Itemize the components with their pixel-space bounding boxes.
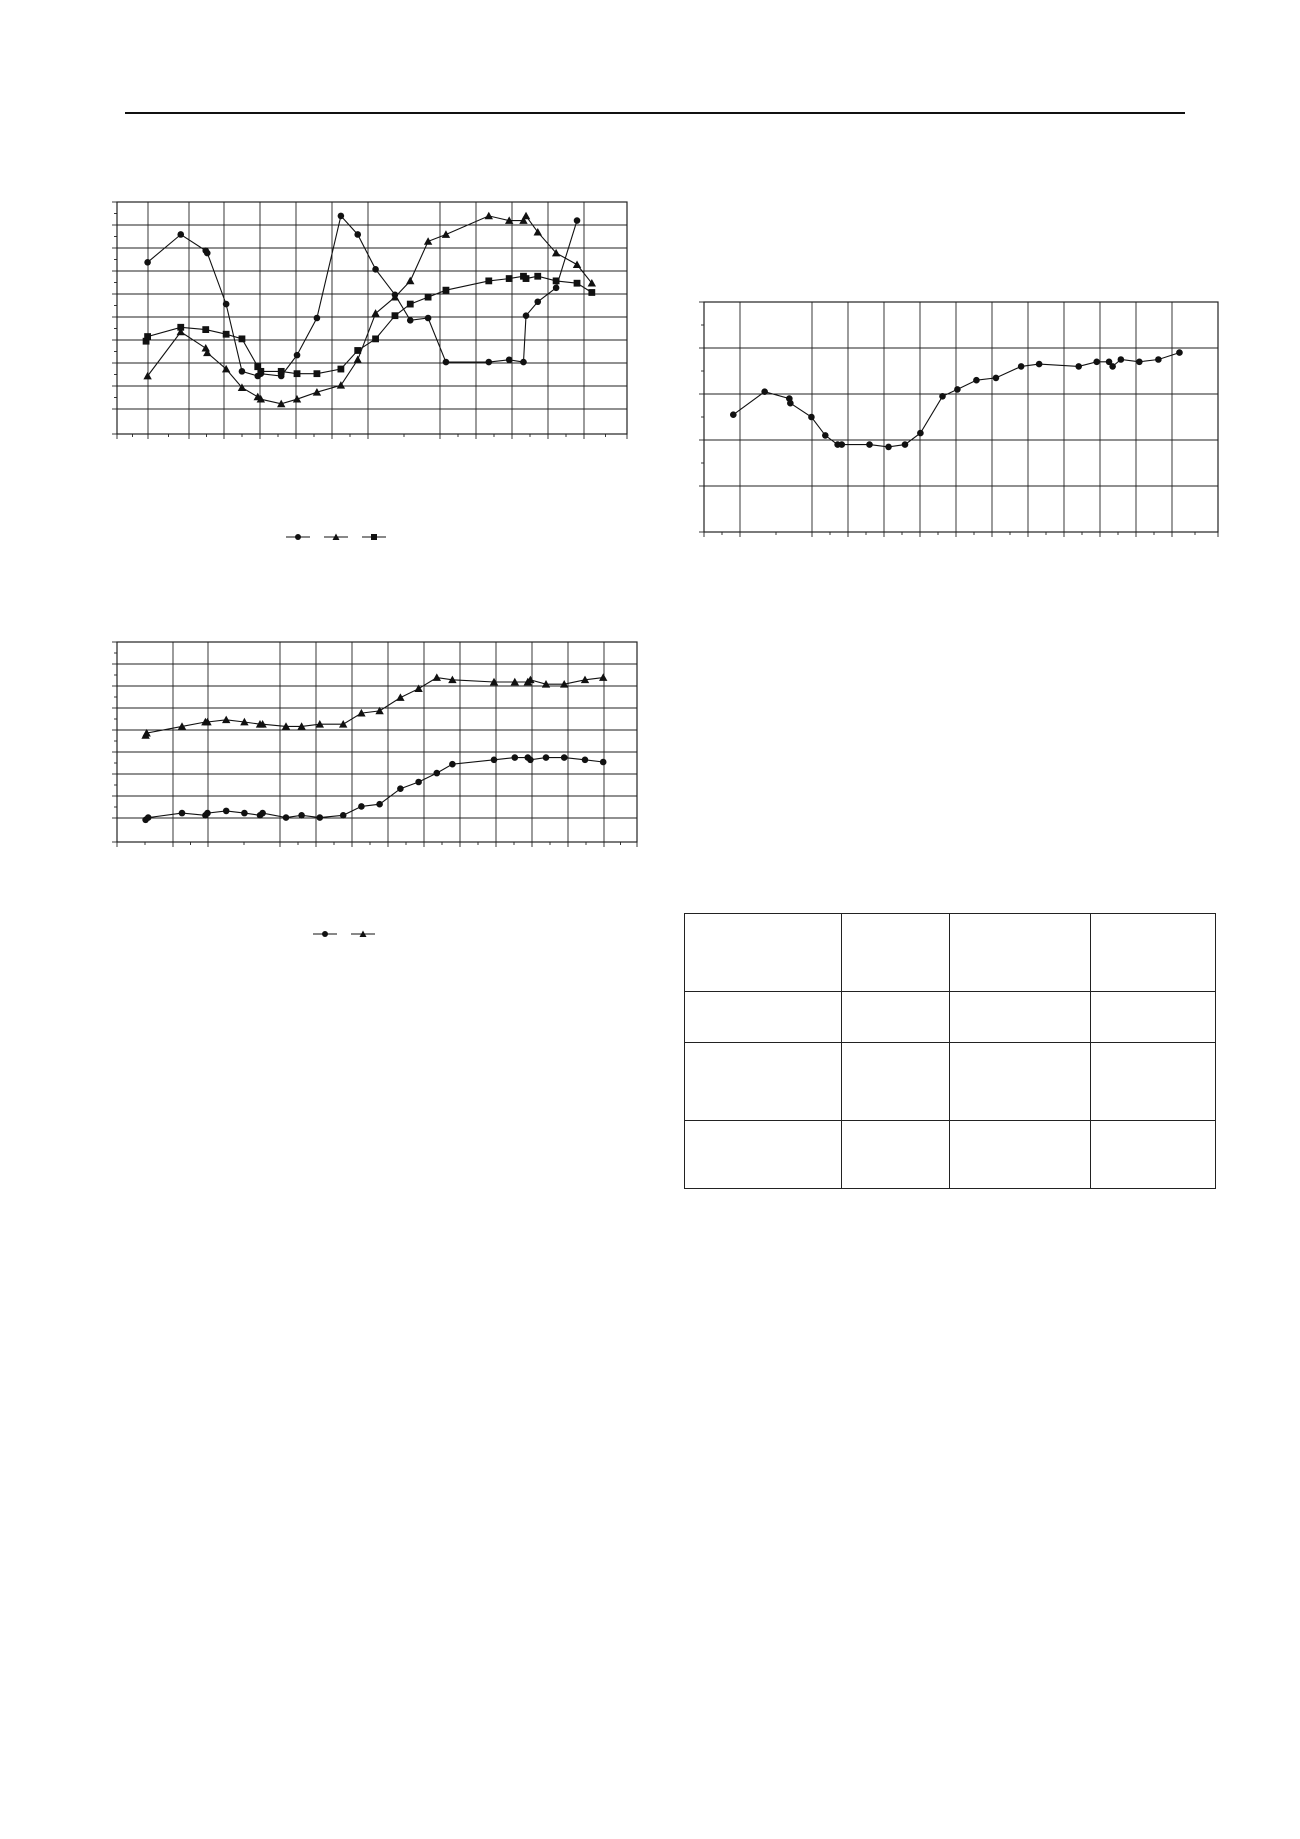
- table-cell: [1091, 914, 1216, 992]
- series-line-circle: [146, 758, 604, 820]
- table-cell: [685, 914, 842, 992]
- table-cell: [1091, 992, 1216, 1043]
- data-point-circle: [1176, 349, 1183, 356]
- results-table: [684, 913, 1216, 1189]
- data-point-triangle: [293, 395, 301, 403]
- data-point-square: [223, 331, 230, 338]
- chart-2-plot-frame: [117, 642, 637, 842]
- data-point-circle: [223, 301, 230, 308]
- table-cell: [685, 1121, 842, 1189]
- table-cell: [950, 1043, 1091, 1121]
- table-cell: [685, 992, 842, 1043]
- series-line-triangle: [148, 216, 592, 404]
- data-point-square: [588, 289, 595, 296]
- data-point-circle: [443, 359, 450, 366]
- data-point-triangle: [599, 673, 607, 681]
- data-point-circle: [1136, 359, 1143, 366]
- data-point-circle: [885, 444, 892, 451]
- table-cell: [950, 1121, 1091, 1189]
- data-point-triangle: [337, 381, 345, 389]
- table-row: [685, 1043, 1216, 1121]
- data-point-circle: [1109, 363, 1116, 370]
- data-point-circle: [838, 441, 845, 448]
- data-point-circle: [449, 761, 456, 768]
- data-point-circle: [527, 756, 534, 763]
- data-point-circle: [866, 441, 873, 448]
- data-point-triangle: [424, 237, 432, 245]
- table-row: [685, 992, 1216, 1043]
- data-point-circle: [973, 377, 980, 384]
- data-point-circle: [223, 808, 230, 815]
- table-cell: [685, 1043, 842, 1121]
- data-point-square: [202, 326, 209, 333]
- data-point-circle: [239, 368, 246, 375]
- data-point-circle: [425, 315, 432, 322]
- data-point-square: [485, 277, 492, 284]
- data-point-triangle: [522, 212, 530, 220]
- legend-key-triangle: [324, 532, 348, 542]
- chart-1-gridlines: [117, 202, 627, 434]
- data-point-square: [314, 370, 321, 377]
- chart-2-gridlines: [117, 642, 637, 842]
- data-point-circle: [434, 770, 441, 777]
- data-point-square: [425, 294, 432, 301]
- data-point-circle: [204, 250, 211, 257]
- data-point-triangle: [202, 344, 210, 352]
- series-line-square: [146, 276, 592, 374]
- data-point-square: [144, 333, 151, 340]
- chart-1: [117, 202, 627, 434]
- data-point-square: [239, 335, 246, 342]
- data-point-circle: [993, 375, 1000, 382]
- table-cell: [950, 914, 1091, 992]
- data-point-circle: [520, 359, 527, 366]
- chart-3: [704, 302, 1218, 532]
- data-point-circle: [954, 386, 961, 393]
- data-point-circle: [553, 285, 560, 292]
- data-point-circle: [787, 400, 794, 407]
- data-point-triangle: [534, 228, 542, 236]
- data-point-circle: [534, 298, 541, 305]
- data-point-square: [372, 335, 379, 342]
- data-point-circle: [543, 754, 550, 761]
- data-point-circle: [917, 430, 924, 437]
- data-point-square: [354, 347, 361, 354]
- table-cell: [950, 992, 1091, 1043]
- table-cell: [842, 914, 950, 992]
- data-point-circle: [407, 317, 414, 324]
- data-point-circle: [317, 814, 324, 821]
- data-point-circle: [259, 810, 266, 817]
- legend-key-circle: [286, 532, 310, 542]
- data-point-triangle: [442, 230, 450, 238]
- data-point-circle: [354, 231, 361, 238]
- data-point-circle: [822, 432, 829, 439]
- data-point-square: [337, 366, 344, 373]
- data-point-circle: [1075, 363, 1082, 370]
- chart-1-plot-frame: [117, 202, 627, 434]
- series-line-circle: [148, 216, 577, 376]
- data-point-circle: [600, 759, 607, 766]
- data-point-circle: [1036, 361, 1043, 368]
- data-point-circle: [298, 812, 305, 819]
- data-point-triangle: [573, 260, 581, 268]
- data-point-square: [574, 280, 581, 287]
- data-point-circle: [145, 814, 152, 821]
- table-header-row: [685, 914, 1216, 992]
- data-point-circle: [314, 315, 321, 322]
- table-cell: [1091, 1043, 1216, 1121]
- data-point-circle: [512, 754, 519, 761]
- data-point-square: [257, 368, 264, 375]
- data-point-square: [294, 370, 301, 377]
- table-row: [685, 1121, 1216, 1189]
- data-point-circle: [144, 259, 151, 266]
- data-point-square: [523, 275, 530, 282]
- chart-2-series: [141, 673, 607, 823]
- data-point-triangle: [396, 693, 404, 701]
- data-point-circle: [582, 756, 589, 763]
- data-point-circle: [177, 231, 184, 238]
- data-point-circle: [338, 213, 345, 220]
- data-point-circle: [902, 441, 909, 448]
- chart-2-legend: [313, 929, 375, 939]
- data-point-square: [278, 368, 285, 375]
- data-point-circle: [761, 388, 768, 395]
- data-point-circle: [939, 393, 946, 400]
- chart-2-ticks: [112, 642, 637, 847]
- data-point-circle: [808, 414, 815, 421]
- data-point-square: [553, 277, 560, 284]
- data-point-triangle: [433, 673, 441, 681]
- data-point-circle: [574, 217, 581, 224]
- data-point-triangle: [354, 356, 362, 364]
- table-cell: [842, 1043, 950, 1121]
- legend-key-triangle: [351, 929, 375, 939]
- chart-1-series: [143, 212, 596, 407]
- data-point-square: [392, 312, 399, 319]
- data-point-square: [177, 324, 184, 331]
- data-point-circle: [1093, 359, 1100, 366]
- data-point-circle: [340, 812, 347, 819]
- table-cell: [1091, 1121, 1216, 1189]
- data-point-circle: [1018, 363, 1025, 370]
- data-point-circle: [294, 352, 301, 359]
- chart-3-gridlines: [704, 302, 1218, 532]
- data-point-circle: [1155, 356, 1162, 363]
- chart-3-ticks: [699, 302, 1218, 537]
- data-point-circle: [358, 803, 365, 810]
- data-point-circle: [372, 266, 379, 273]
- chart-3-plot-frame: [704, 302, 1218, 532]
- data-point-circle: [179, 810, 186, 817]
- data-point-circle: [204, 810, 211, 817]
- data-point-triangle: [485, 212, 493, 220]
- data-point-square: [443, 287, 450, 294]
- table-cell: [842, 1121, 950, 1189]
- legend-key-circle: [313, 929, 337, 939]
- data-point-circle: [730, 411, 737, 418]
- data-point-square: [534, 273, 541, 280]
- data-point-circle: [376, 801, 383, 808]
- data-point-circle: [415, 779, 422, 786]
- data-point-circle: [506, 356, 513, 363]
- header-rule: [125, 112, 1185, 114]
- data-point-triangle: [222, 716, 230, 724]
- chart-1-legend: [286, 532, 386, 542]
- data-point-circle: [397, 785, 404, 792]
- data-point-circle: [523, 312, 530, 319]
- data-point-triangle: [406, 277, 414, 285]
- data-point-circle: [491, 756, 498, 763]
- data-point-square: [407, 301, 414, 308]
- table-cell: [842, 992, 950, 1043]
- data-point-square: [506, 275, 513, 282]
- data-point-circle: [561, 754, 568, 761]
- chart-2: [117, 642, 637, 842]
- data-point-circle: [241, 810, 248, 817]
- legend-key-square: [362, 532, 386, 542]
- data-point-circle: [1118, 356, 1125, 363]
- data-point-circle: [283, 814, 290, 821]
- data-point-circle: [485, 359, 492, 366]
